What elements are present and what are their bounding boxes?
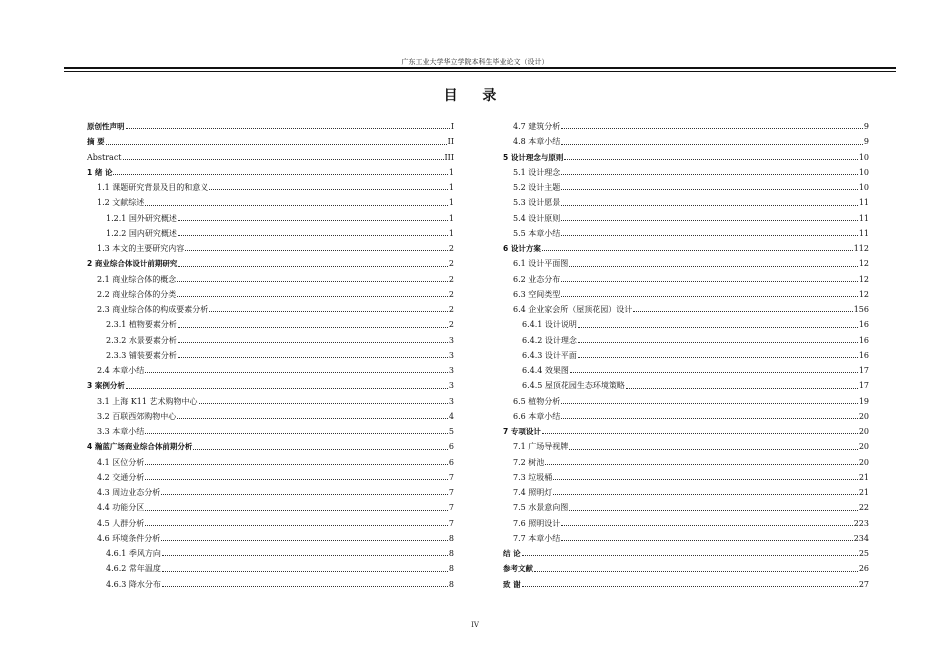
toc-entry-label: 6.4.1 设计说明 bbox=[522, 320, 577, 330]
toc-entry[interactable] bbox=[503, 256, 869, 271]
toc-entry[interactable] bbox=[87, 455, 454, 470]
toc-dot-leader bbox=[209, 311, 448, 312]
toc-entry-label: Abstract bbox=[87, 152, 122, 162]
toc-dot-leader bbox=[578, 342, 858, 343]
toc-entry-page: 10 bbox=[858, 167, 869, 177]
toc-entry-label: 2.3 商业综合体的构成要素分析 bbox=[97, 305, 209, 314]
toc-entry[interactable] bbox=[87, 134, 454, 149]
toc-dot-leader bbox=[161, 494, 448, 495]
toc-entry-label: 7.5 水景意向图 bbox=[513, 503, 569, 513]
toc-entry-page: 20 bbox=[858, 442, 869, 452]
toc-entry-label: 4.7 建筑分析 bbox=[513, 122, 561, 131]
toc-entry-label: 结 论 bbox=[503, 549, 521, 558]
toc-entry[interactable] bbox=[87, 333, 454, 348]
toc-entry[interactable] bbox=[503, 439, 869, 454]
toc-entry[interactable] bbox=[503, 516, 869, 531]
toc-dot-leader bbox=[534, 571, 858, 572]
toc-entry-page: 17 bbox=[858, 381, 869, 391]
toc-entry[interactable] bbox=[503, 211, 869, 226]
toc-entry[interactable] bbox=[503, 455, 869, 470]
toc-entry[interactable] bbox=[87, 302, 454, 317]
toc-entry-label: 3 案例分析 bbox=[87, 381, 125, 391]
toc-entry-page: 21 bbox=[858, 488, 869, 497]
toc-entry-page: 7 bbox=[448, 518, 454, 528]
toc-entry-page: 12 bbox=[858, 289, 869, 299]
toc-entry-page: 8 bbox=[448, 549, 454, 558]
toc-entry[interactable] bbox=[87, 287, 454, 302]
toc-entry-page: 20 bbox=[858, 457, 869, 467]
toc-dot-leader bbox=[178, 220, 448, 221]
toc-entry-label: 1.2 文献综述 bbox=[97, 198, 145, 208]
toc-dot-leader bbox=[178, 327, 448, 328]
toc-dot-leader bbox=[561, 525, 852, 526]
toc-entry-label: 4.5 人群分析 bbox=[97, 518, 145, 528]
toc-entry-page: 8 bbox=[448, 579, 454, 589]
toc-entry-page: 8 bbox=[448, 564, 454, 574]
toc-dot-leader bbox=[561, 296, 858, 297]
toc-entry[interactable] bbox=[503, 546, 869, 561]
toc-entry[interactable] bbox=[503, 363, 869, 378]
toc-entry[interactable] bbox=[503, 470, 869, 485]
toc-dot-leader bbox=[185, 250, 448, 251]
toc-entry-page: 2 bbox=[448, 289, 454, 299]
toc-entry-label: 4.1 区位分析 bbox=[97, 457, 145, 467]
toc-entry-page: 223 bbox=[853, 518, 869, 528]
toc-dot-leader bbox=[522, 555, 858, 556]
toc-dot-leader bbox=[106, 144, 447, 145]
toc-entry[interactable] bbox=[503, 424, 869, 439]
toc-entry-label: 2.3.3 铺装要素分析 bbox=[106, 350, 177, 360]
toc-dot-leader bbox=[569, 510, 858, 511]
toc-dot-leader bbox=[145, 510, 448, 511]
toc-entry-label: 3.2 百联西郊购物中心 bbox=[97, 411, 177, 421]
toc-entry-page: 22 bbox=[858, 503, 869, 513]
toc-entry-label: 2.4 本章小结 bbox=[97, 366, 145, 375]
toc-entry-page: 16 bbox=[858, 320, 869, 330]
toc-entry-page: 20 bbox=[858, 427, 869, 436]
toc-entry-label: 1 绪 论 bbox=[87, 167, 113, 177]
toc-entry[interactable] bbox=[87, 439, 454, 454]
header-rule-thick bbox=[64, 67, 896, 69]
toc-entry-label: 1.1 课题研究背景及目的和意义 bbox=[97, 183, 209, 192]
toc-dot-leader bbox=[522, 586, 858, 587]
toc-dot-leader bbox=[561, 540, 852, 541]
toc-entry[interactable] bbox=[503, 531, 869, 546]
toc-entry[interactable] bbox=[503, 409, 869, 424]
toc-entry[interactable] bbox=[503, 394, 869, 409]
toc-entry-page: 25 bbox=[858, 549, 869, 558]
toc-entry-page: 4 bbox=[448, 411, 454, 421]
toc-entry-label: 致 谢 bbox=[503, 579, 521, 589]
toc-entry[interactable] bbox=[87, 424, 454, 439]
toc-entry-label: 5 设计理念与原则 bbox=[503, 152, 564, 162]
toc-dot-leader bbox=[178, 266, 448, 267]
toc-entry-label: 1.2.2 国内研究概述 bbox=[106, 228, 177, 238]
toc-entry[interactable] bbox=[503, 134, 869, 149]
toc-entry-label: 4.6.2 常年温度 bbox=[106, 564, 161, 574]
toc-entry[interactable] bbox=[87, 241, 454, 256]
toc-dot-leader bbox=[561, 174, 858, 175]
toc-entry[interactable] bbox=[503, 317, 869, 332]
toc-entry-page: 6 bbox=[448, 457, 454, 467]
toc-entry[interactable] bbox=[87, 561, 454, 576]
toc-entry-label: 2.1 商业综合体的概念 bbox=[97, 274, 177, 284]
toc-entry[interactable] bbox=[87, 180, 454, 195]
toc-entry[interactable] bbox=[503, 119, 869, 134]
toc-entry-page: 1 bbox=[448, 228, 454, 238]
toc-dot-leader bbox=[162, 571, 448, 572]
toc-dot-leader bbox=[561, 403, 858, 404]
toc-entry-page: 2 bbox=[448, 259, 454, 269]
toc-dot-leader bbox=[542, 250, 853, 251]
toc-entry-label: 6.4 企业家会所（屋顶花园）设计 bbox=[513, 305, 633, 314]
toc-entry[interactable] bbox=[87, 378, 454, 393]
toc-dot-leader bbox=[561, 220, 858, 221]
toc-dot-leader bbox=[145, 479, 448, 480]
toc-entry-label: 摘 要 bbox=[87, 137, 105, 147]
toc-entry-label: 6.2 业态分布 bbox=[513, 274, 561, 284]
toc-entry[interactable] bbox=[503, 287, 869, 302]
toc-entry-page: 5 bbox=[448, 427, 454, 436]
toc-column-left bbox=[87, 119, 454, 592]
toc-entry-label: 6.3 空间类型 bbox=[513, 289, 561, 299]
toc-entry[interactable] bbox=[87, 317, 454, 332]
toc-entry[interactable] bbox=[87, 165, 454, 180]
toc-entry-label: 2 商业综合体设计前期研究 bbox=[87, 259, 178, 269]
toc-dot-leader bbox=[633, 311, 852, 312]
toc-entry-label: 5.5 本章小结 bbox=[513, 228, 561, 238]
toc-entry-label: 4 瀚蓝广场商业综合体前期分析 bbox=[87, 442, 193, 452]
toc-entry-page: 3 bbox=[448, 366, 454, 375]
toc-entry-page: 7 bbox=[448, 472, 454, 482]
toc-entry[interactable] bbox=[87, 272, 454, 287]
toc-dot-leader bbox=[177, 418, 448, 419]
toc-dot-leader bbox=[145, 433, 448, 434]
toc-entry-label: 6.4.4 效果图 bbox=[522, 366, 569, 375]
toc-entry-page: 3 bbox=[448, 350, 454, 360]
toc-dot-leader bbox=[126, 388, 448, 389]
toc-dot-leader bbox=[561, 235, 858, 236]
toc-entry-label: 3.1 上海 K11 艺术购物中心 bbox=[97, 396, 198, 406]
toc-entry[interactable] bbox=[87, 516, 454, 531]
toc-entry-label: 6.4.3 设计平面 bbox=[522, 350, 577, 360]
toc-entry[interactable] bbox=[503, 500, 869, 515]
toc-entry-page: 16 bbox=[858, 350, 869, 360]
toc-entry-label: 6.4.2 设计理念 bbox=[522, 335, 577, 345]
toc-entry-page: 7 bbox=[448, 503, 454, 513]
toc-dot-leader bbox=[145, 464, 448, 465]
toc-entry[interactable] bbox=[503, 272, 869, 287]
toc-dot-leader bbox=[564, 159, 857, 160]
toc-entry-label: 7.4 照明灯 bbox=[513, 488, 553, 497]
toc-dot-leader bbox=[209, 189, 448, 190]
toc-entry[interactable] bbox=[87, 363, 454, 378]
toc-dot-leader bbox=[570, 372, 858, 373]
toc-entry-page: I bbox=[450, 122, 454, 131]
toc-entry-label: 6.1 设计平面图 bbox=[513, 259, 569, 269]
toc-entry-page: 10 bbox=[858, 183, 869, 192]
toc-entry-page: 7 bbox=[448, 488, 454, 497]
page-title: 目 录 bbox=[443, 88, 507, 104]
toc-entry-page: 3 bbox=[448, 381, 454, 391]
toc-dot-leader bbox=[178, 342, 448, 343]
toc-entry-label: 6.6 本章小结 bbox=[513, 411, 561, 421]
toc-entry-page: 234 bbox=[853, 533, 869, 543]
toc-dot-leader bbox=[199, 403, 448, 404]
toc-entry-page: 9 bbox=[863, 137, 869, 147]
toc-entry-label: 4.4 功能分区 bbox=[97, 503, 145, 513]
toc-entry[interactable] bbox=[503, 195, 869, 210]
toc-entry-label: 4.6.3 降水分布 bbox=[106, 579, 161, 589]
toc-entry[interactable] bbox=[503, 165, 869, 180]
toc-entry-label: 5.1 设计理念 bbox=[513, 167, 561, 177]
running-header: 广东工业大学华立学院本科生毕业论文（设计） bbox=[401, 58, 549, 66]
toc-entry-label: 7.2 树池 bbox=[513, 457, 545, 467]
toc-dot-leader bbox=[561, 144, 863, 145]
toc-dot-leader bbox=[177, 296, 448, 297]
toc-dot-leader bbox=[569, 449, 858, 450]
toc-entry-label: 2.2 商业综合体的分类 bbox=[97, 289, 177, 299]
toc-dot-leader bbox=[123, 159, 444, 160]
toc-entry-page: 16 bbox=[858, 335, 869, 345]
toc-entry[interactable] bbox=[503, 302, 869, 317]
toc-entry-label: 1.2.1 国外研究概述 bbox=[106, 213, 177, 223]
toc-entry-page: 11 bbox=[858, 213, 869, 223]
toc-entry[interactable] bbox=[87, 500, 454, 515]
toc-entry[interactable] bbox=[503, 561, 869, 576]
toc-entry-page: 2 bbox=[448, 244, 454, 253]
toc-entry[interactable] bbox=[503, 241, 869, 256]
toc-dot-leader bbox=[113, 174, 447, 175]
toc-entry-page: 1 bbox=[448, 213, 454, 223]
toc-entry-label: 6.4.5 屋顶花园生态环境策略 bbox=[522, 381, 625, 391]
toc-dot-leader bbox=[145, 372, 448, 373]
toc-dot-leader bbox=[178, 235, 448, 236]
toc-dot-leader bbox=[553, 494, 858, 495]
toc-entry-page: 26 bbox=[858, 564, 869, 574]
toc-entry-page: 20 bbox=[858, 411, 869, 421]
toc-dot-leader bbox=[162, 586, 448, 587]
toc-entry-page: 3 bbox=[448, 335, 454, 345]
toc-entry[interactable] bbox=[87, 531, 454, 546]
page-number: IV bbox=[471, 621, 479, 629]
toc-entry[interactable] bbox=[87, 256, 454, 271]
toc-entry-page: 1 bbox=[448, 198, 454, 208]
toc-entry-page: 1 bbox=[448, 183, 454, 192]
toc-dot-leader bbox=[193, 449, 448, 450]
toc-dot-leader bbox=[161, 540, 448, 541]
toc-entry[interactable] bbox=[503, 485, 869, 500]
toc-entry-label: 2.3.2 水景要素分析 bbox=[106, 335, 177, 345]
toc-entry-label: 7.6 照明设计 bbox=[513, 518, 561, 528]
toc-dot-leader bbox=[145, 525, 448, 526]
toc-entry-label: 5.2 设计主题 bbox=[513, 183, 561, 192]
toc-entry[interactable] bbox=[87, 226, 454, 241]
toc-entry-label: 7.1 广场导视牌 bbox=[513, 442, 569, 452]
toc-entry[interactable] bbox=[503, 150, 869, 165]
toc-entry[interactable] bbox=[503, 577, 869, 592]
toc-entry[interactable] bbox=[87, 485, 454, 500]
toc-entry[interactable] bbox=[87, 150, 454, 165]
toc-dot-leader bbox=[561, 128, 863, 129]
toc-entry[interactable] bbox=[87, 348, 454, 363]
toc-column-right bbox=[503, 119, 869, 592]
toc-entry-label: 2.3.1 植物要素分析 bbox=[106, 320, 177, 330]
toc-entry[interactable] bbox=[503, 378, 869, 393]
toc-dot-leader bbox=[545, 464, 858, 465]
toc-entry-label: 5.3 设计愿景 bbox=[513, 198, 561, 208]
toc-entry[interactable] bbox=[503, 348, 869, 363]
toc-entry[interactable] bbox=[87, 394, 454, 409]
toc-entry-page: 9 bbox=[863, 122, 869, 131]
toc-entry-page: 12 bbox=[858, 274, 869, 284]
toc-entry[interactable] bbox=[87, 195, 454, 210]
toc-entry-page: 2 bbox=[448, 320, 454, 330]
toc-entry[interactable] bbox=[87, 409, 454, 424]
toc-entry[interactable] bbox=[87, 211, 454, 226]
toc-entry-page: 19 bbox=[858, 396, 869, 406]
toc-entry-page: 112 bbox=[853, 244, 869, 253]
toc-entry-label: 原创性声明 bbox=[87, 122, 125, 131]
toc-entry-label: 7.7 本章小结 bbox=[513, 533, 561, 543]
toc-entry-page: 21 bbox=[858, 472, 869, 482]
toc-dot-leader bbox=[145, 205, 448, 206]
toc-dot-leader bbox=[561, 189, 858, 190]
toc-dot-leader bbox=[569, 266, 858, 267]
toc-entry-label: 3.3 本章小结 bbox=[97, 427, 145, 436]
toc-dot-leader bbox=[561, 418, 858, 419]
toc-entry-page: 2 bbox=[448, 274, 454, 284]
toc-entry-label: 4.6 环境条件分析 bbox=[97, 533, 161, 543]
toc-entry-page: 2 bbox=[448, 305, 454, 314]
toc-entry-page: III bbox=[444, 152, 454, 162]
toc-entry[interactable] bbox=[503, 180, 869, 195]
toc-dot-leader bbox=[177, 281, 448, 282]
toc-dot-leader bbox=[178, 357, 448, 358]
toc-entry[interactable] bbox=[87, 119, 454, 134]
toc-entry-label: 1.3 本文的主要研究内容 bbox=[97, 244, 185, 253]
toc-entry-page: 11 bbox=[858, 198, 869, 208]
toc-entry-page: 12 bbox=[858, 259, 869, 269]
toc-entry-label: 4.8 本章小结 bbox=[513, 137, 561, 147]
toc-entry-label: 6 设计方案 bbox=[503, 244, 541, 253]
toc-dot-leader bbox=[162, 555, 448, 556]
toc-entry-label: 7 专项设计 bbox=[503, 427, 541, 436]
toc-entry[interactable] bbox=[87, 470, 454, 485]
toc-entry-page: 10 bbox=[858, 152, 869, 162]
toc-entry-page: 3 bbox=[448, 396, 454, 406]
toc-dot-leader bbox=[553, 479, 858, 480]
toc-entry-label: 4.2 交通分析 bbox=[97, 472, 145, 482]
toc-entry-page: 6 bbox=[448, 442, 454, 452]
header-rule-thin bbox=[64, 71, 896, 72]
toc-entry-page: 11 bbox=[858, 228, 869, 238]
toc-entry-label: 4.6.1 季风方向 bbox=[106, 549, 161, 558]
toc-entry-label: 7.3 垃圾桶 bbox=[513, 472, 553, 482]
toc-entry[interactable] bbox=[503, 333, 869, 348]
toc-dot-leader bbox=[542, 433, 858, 434]
toc-dot-leader bbox=[578, 357, 858, 358]
toc-entry-page: 17 bbox=[858, 366, 869, 375]
toc-entry[interactable] bbox=[87, 577, 454, 592]
toc-dot-leader bbox=[578, 327, 858, 328]
toc-entry-label: 参考文献 bbox=[503, 564, 533, 574]
toc-entry[interactable] bbox=[87, 546, 454, 561]
toc-entry-page: II bbox=[447, 137, 454, 147]
toc-entry-page: 156 bbox=[853, 305, 869, 314]
toc-entry-label: 6.5 植物分析 bbox=[513, 396, 561, 406]
toc-entry-page: 27 bbox=[858, 579, 869, 589]
toc-entry-page: 1 bbox=[448, 167, 454, 177]
toc-entry-page: 8 bbox=[448, 533, 454, 543]
toc-dot-leader bbox=[126, 128, 450, 129]
toc-entry-label: 4.3 周边业态分析 bbox=[97, 488, 161, 497]
toc-dot-leader bbox=[561, 281, 858, 282]
toc-entry-label: 5.4 设计原则 bbox=[513, 213, 561, 223]
toc-entry[interactable] bbox=[503, 226, 869, 241]
toc-dot-leader bbox=[626, 388, 858, 389]
toc-dot-leader bbox=[561, 205, 858, 206]
